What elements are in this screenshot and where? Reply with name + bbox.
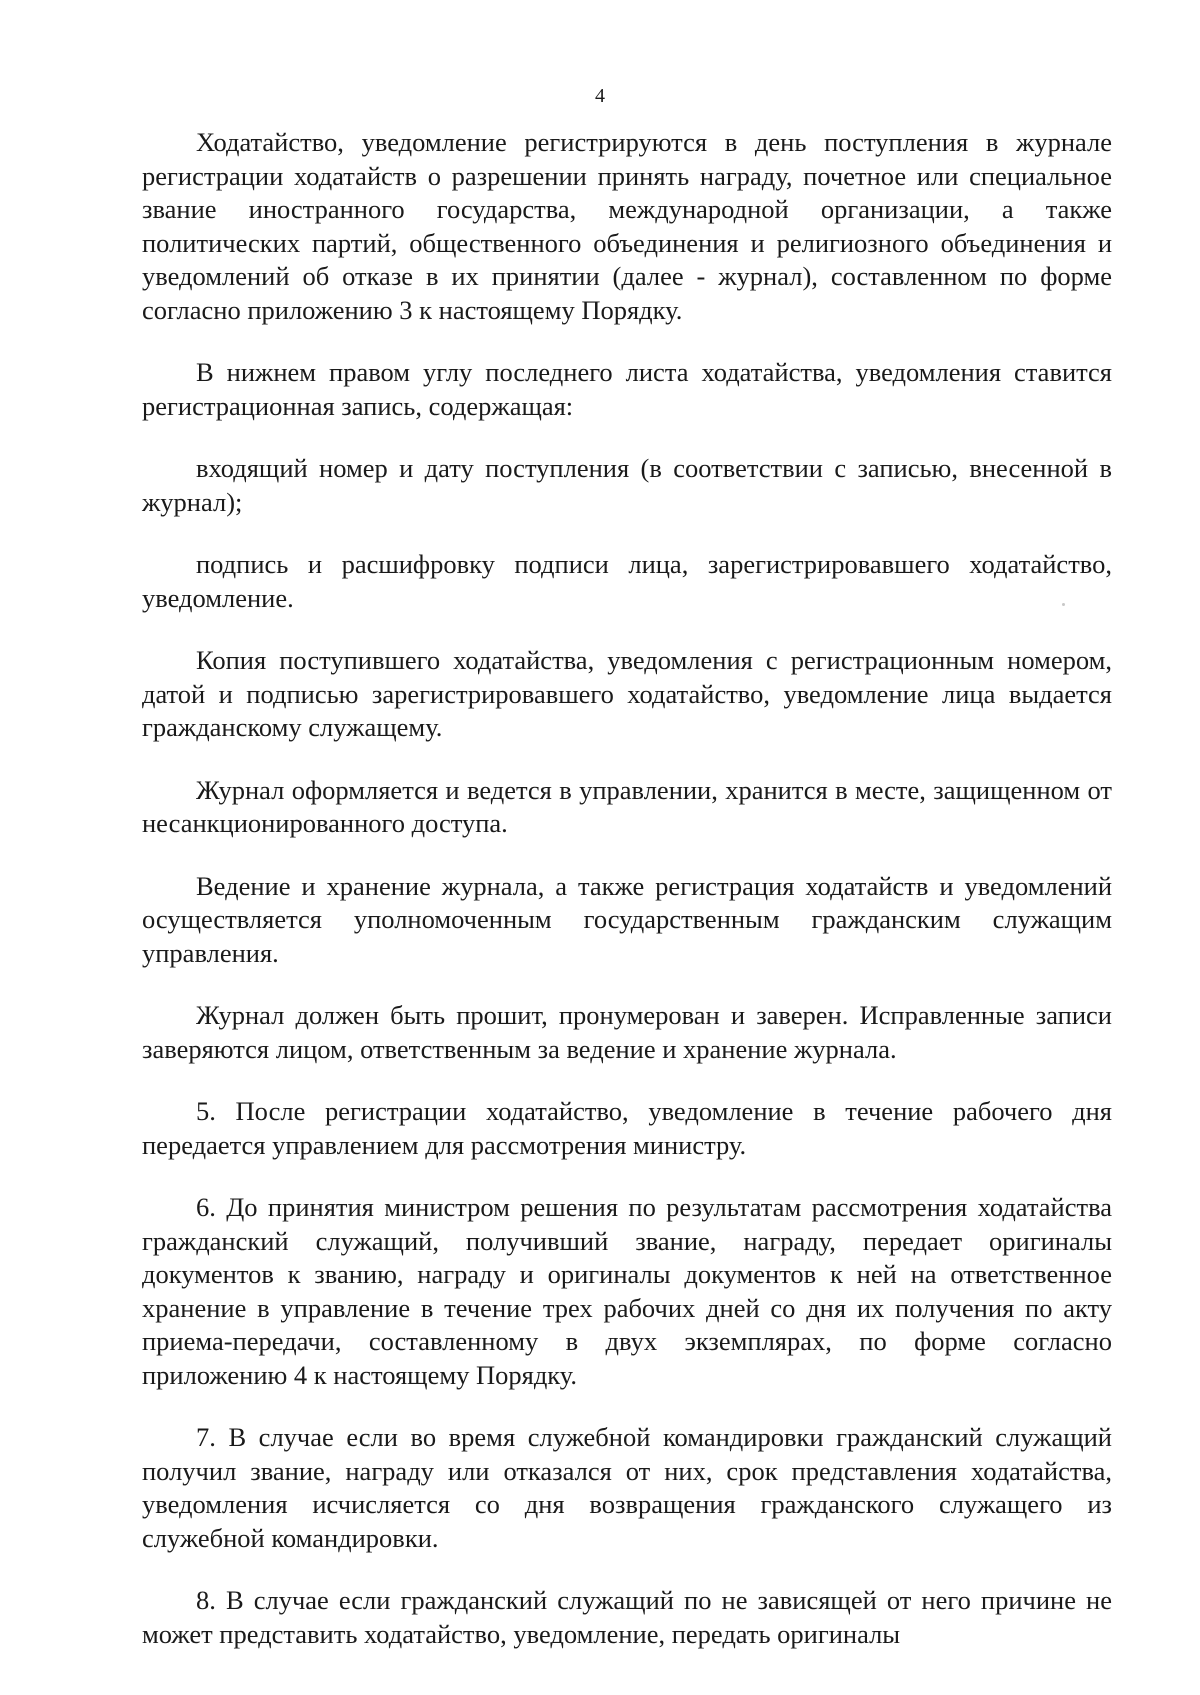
paragraph-item-6: 6. До принятия министром решения по результатам рассмотрения ходатайства гражданский служащий, получивший звание, награду, передает оригиналы документов к званию, награду и оригиналы документов к ней на ответственное хранение в управление в течение трех рабочих дней со дня их получения по акту приема-передачи, составленному в двух экземплярах, по форме согласно приложению 4 к настоящему Порядку. (142, 1192, 1112, 1390)
paragraph-journal-bound: Журнал должен быть прошит, пронумерован и заверен. Исправленные записи заверяются лицом, ответственным за ведение и хранение журнала. (142, 1000, 1112, 1064)
page-number: 4 (595, 85, 605, 107)
paragraph-item-7: 7. В случае если во время служебной командировки гражданский служащий получил звание, награду или отказался от них, срок представления ходатайства, уведомления исчисляется со дня возвращения гражданского служащего из служебной командировки. (142, 1422, 1112, 1553)
paragraph-copy: Копия поступившего ходатайства, уведомления с регистрационным номером, датой и подписью зарегистрировавшего ходатайство, уведомление лица выдается гражданскому служащему. (142, 645, 1112, 742)
paragraph-incoming-number: входящий номер и дату поступления (в соответствии с записью, внесенной в журнал); (142, 453, 1112, 517)
scan-speck (1062, 603, 1065, 606)
paragraph-registration-record: В нижнем правом углу последнего листа ходатайства, уведомления ставится регистрационная запись, содержащая: (142, 357, 1112, 421)
paragraph-journal-kept: Журнал оформляется и ведется в управлении, хранится в месте, защищенном от несанкционированного доступа. (142, 774, 1112, 838)
document-body (142, 126, 1112, 1651)
paragraph-signature: подпись и расшифровку подписи лица, зарегистрировавшего ходатайство, уведомление. (142, 549, 1112, 613)
paragraph-registration: Ходатайство, уведомление регистрируются в день поступления в журнале регистрации ходатайств о разрешении принять награду, почетное или специальное звание иностранного государства, международной организации, а также политических партий, общественного объединения и религиозного объединения и уведомлений об отказе в их принятии (далее - журнал), составленном по форме согласно приложению 3 к настоящему Порядку. (142, 127, 1112, 325)
paragraph-item-8: 8. В случае если гражданский служащий по не зависящей от него причине не может представить ходатайство, уведомление, передать оригиналы (142, 1585, 1112, 1649)
paragraph-item-5: 5. После регистрации ходатайство, уведомление в течение рабочего дня передается управлением для рассмотрения министру. (142, 1096, 1112, 1160)
paragraph-journal-maintenance: Ведение и хранение журнала, а также регистрация ходатайств и уведомлений осуществляется уполномоченным государственным гражданским служащим управления. (142, 870, 1112, 968)
